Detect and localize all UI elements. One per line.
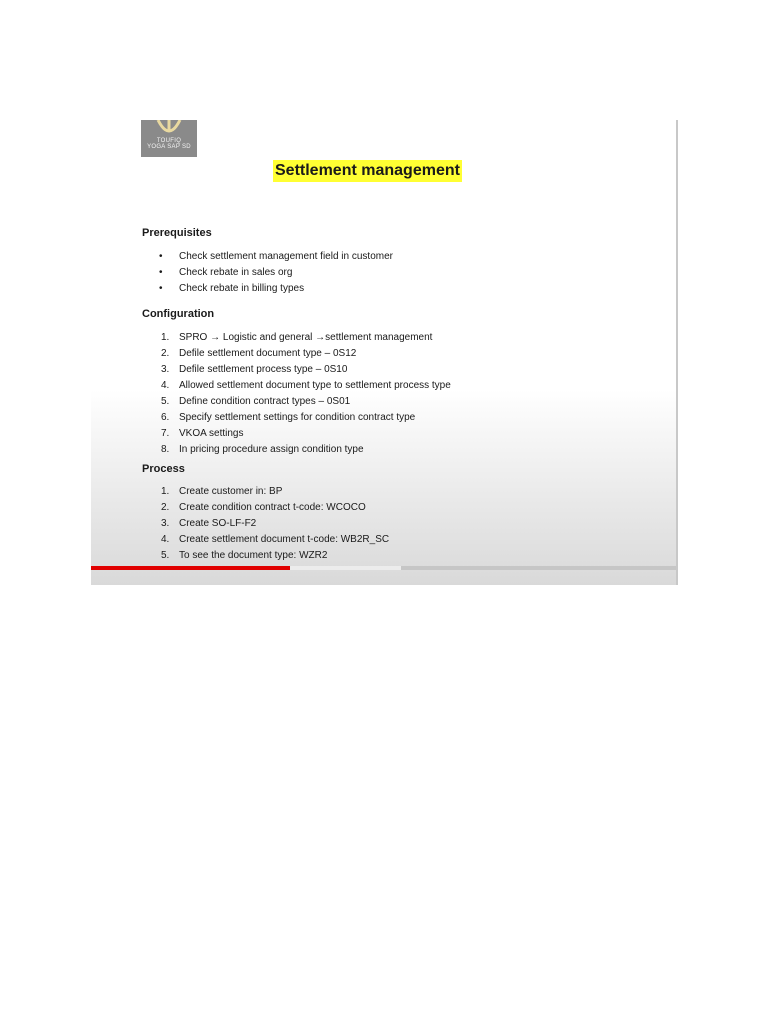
logo-emblem-icon	[154, 120, 184, 138]
bullet-icon: •	[159, 283, 163, 294]
channel-logo	[141, 120, 197, 157]
process-heading: Process	[142, 463, 185, 475]
frame-edge	[676, 120, 678, 585]
bullet-icon: •	[159, 251, 163, 262]
progress-played	[91, 566, 290, 570]
logo-line-1: TOUFIQ	[156, 138, 182, 144]
video-progress-bar[interactable]	[91, 566, 676, 570]
video-frame[interactable]: TOUFIQ YOGA SAP SD Settlement management Prerequisites • Check settlement management field in customer • Check rebate in sales org • Check rebate in billing types Configuration 1. SPRO → Logistic and general →settlement management 2. Defile settlement document type – 0S12 3. Defile settlement process type – 0S10 4. Allowed settlement document type to settlement process type 5. Define condition contract types – 0S01 6. Specify settlement settings for condition contract type 7. VKOA settings 8. In pricing procedure assign condition type Process 1. Create customer in: BP 2. Create condition contract t-code: WCOCO 3. Create SO-LF-F2 4. Create settlement document t-code: WB2R_SC 5. To see the document type: WZR2	[91, 120, 678, 585]
configuration-heading: Configuration	[142, 308, 215, 320]
prerequisites-heading: Prerequisites	[142, 227, 212, 239]
slide-title: Settlement management	[273, 160, 462, 182]
logo-line-2: YOGA SAP SD	[147, 144, 191, 150]
bullet-icon: •	[159, 267, 163, 278]
